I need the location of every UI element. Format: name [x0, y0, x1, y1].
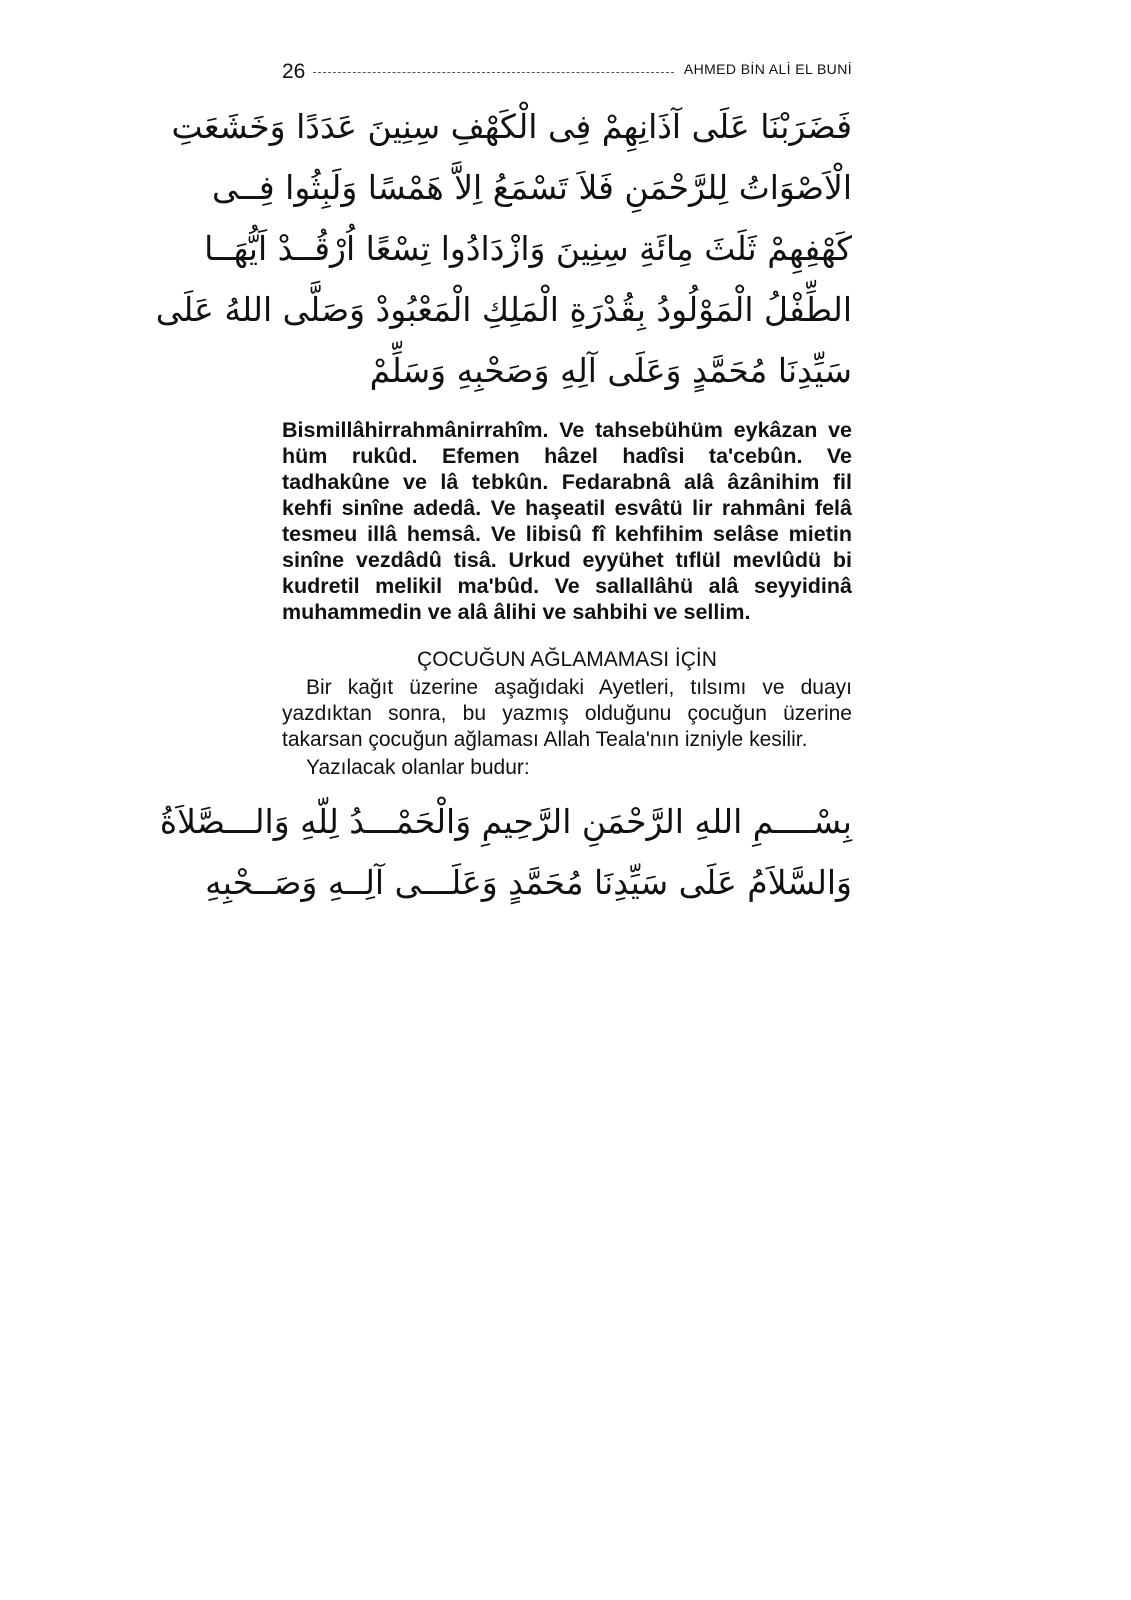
arabic-line: فَضَرَبْنَا عَلَى آذَانِهِمْ فِى الْكَهْفِ سِنِينَ عَدَدًا وَخَشَعَتِ	[171, 107, 852, 146]
transliteration-paragraph: Bismillâhirrahmânirrahîm. Ve tahsebühüm eykâzan ve hüm rukûd. Efemen hâzel hadîsi ta'cebûn. Ve tadhakûne ve lâ tebkûn. Fedarabnâ alâ âzânihim fil kehfi sinîne adedâ. Ve haşeatil esvâtü lir rahmâni felâ tesmeu illâ hemsâ. Ve libisû fî kehfihim selâse mietin sinîne vezdâdû tisâ. Urkud eyyühet tıflül mevlûdü bi kudretil melikil ma'bûd. Ve sallallâhü alâ seyyidinâ muhammedin ve alâ âlihi ve sahbihi ve sellim.	[282, 418, 852, 624]
arabic-line: بِسْــــمِ اللهِ الرَّحْمَنِ الرَّحِيمِ وَالْحَمْـــدُ لِلّهِ وَالـــصَّلاَةُ	[159, 802, 852, 841]
running-title: AHMED BİN ALİ EL BUNİ	[683, 61, 852, 77]
section-heading: ÇOCUĞUN AĞLAMAMASI İÇİN	[417, 648, 717, 671]
arabic-prayer-block	[155, 96, 852, 401]
header-dashed-rule	[313, 72, 673, 73]
arabic-line: الطِّفْلُ الْمَوْلُودُ بِقُدْرَةِ الْمَلِكِ الْمَعْبُودْ وَصَلَّى اللهُ عَلَى	[155, 290, 852, 329]
arabic-basmala-block	[159, 791, 852, 913]
arabic-line: كَهْفِهِمْ ثَلَثَ مِائَةِ سِنِينَ وَازْدَادُوا تِسْعًا اُرْقُــدْ اَيُّهَــا	[204, 229, 852, 268]
arabic-line: سَيِّدِنَا مُحَمَّدٍ وَعَلَى آلِهِ وَصَحْبِهِ وَسَلِّمْ	[369, 351, 852, 390]
instruction-paragraph: Bir kağıt üzerine aşağıdaki Ayetleri, tılsımı ve duayı yazdıktan sonra, bu yazmış olduğunu çocuğun üzerine takarsan çocuğun ağlaması Allah Teala'nın izniyle kesilir.	[282, 676, 852, 751]
intro-line: Yazılacak olanlar budur:	[306, 756, 530, 779]
page-number: 26	[282, 60, 306, 83]
arabic-line: الْاَصْوَاتُ لِلرَّحْمَنِ فَلاَ تَسْمَعُ اِلاَّ هَمْسًا وَلَبِثُوا فِــى	[212, 168, 852, 207]
book-page	[155, 50, 852, 913]
page-header	[282, 50, 852, 82]
arabic-line: وَالسَّلاَمُ عَلَى سَيِّدِنَا مُحَمَّدٍ وَعَلَـــى آلِــهِ وَصَــحْبِهِ	[205, 863, 852, 902]
